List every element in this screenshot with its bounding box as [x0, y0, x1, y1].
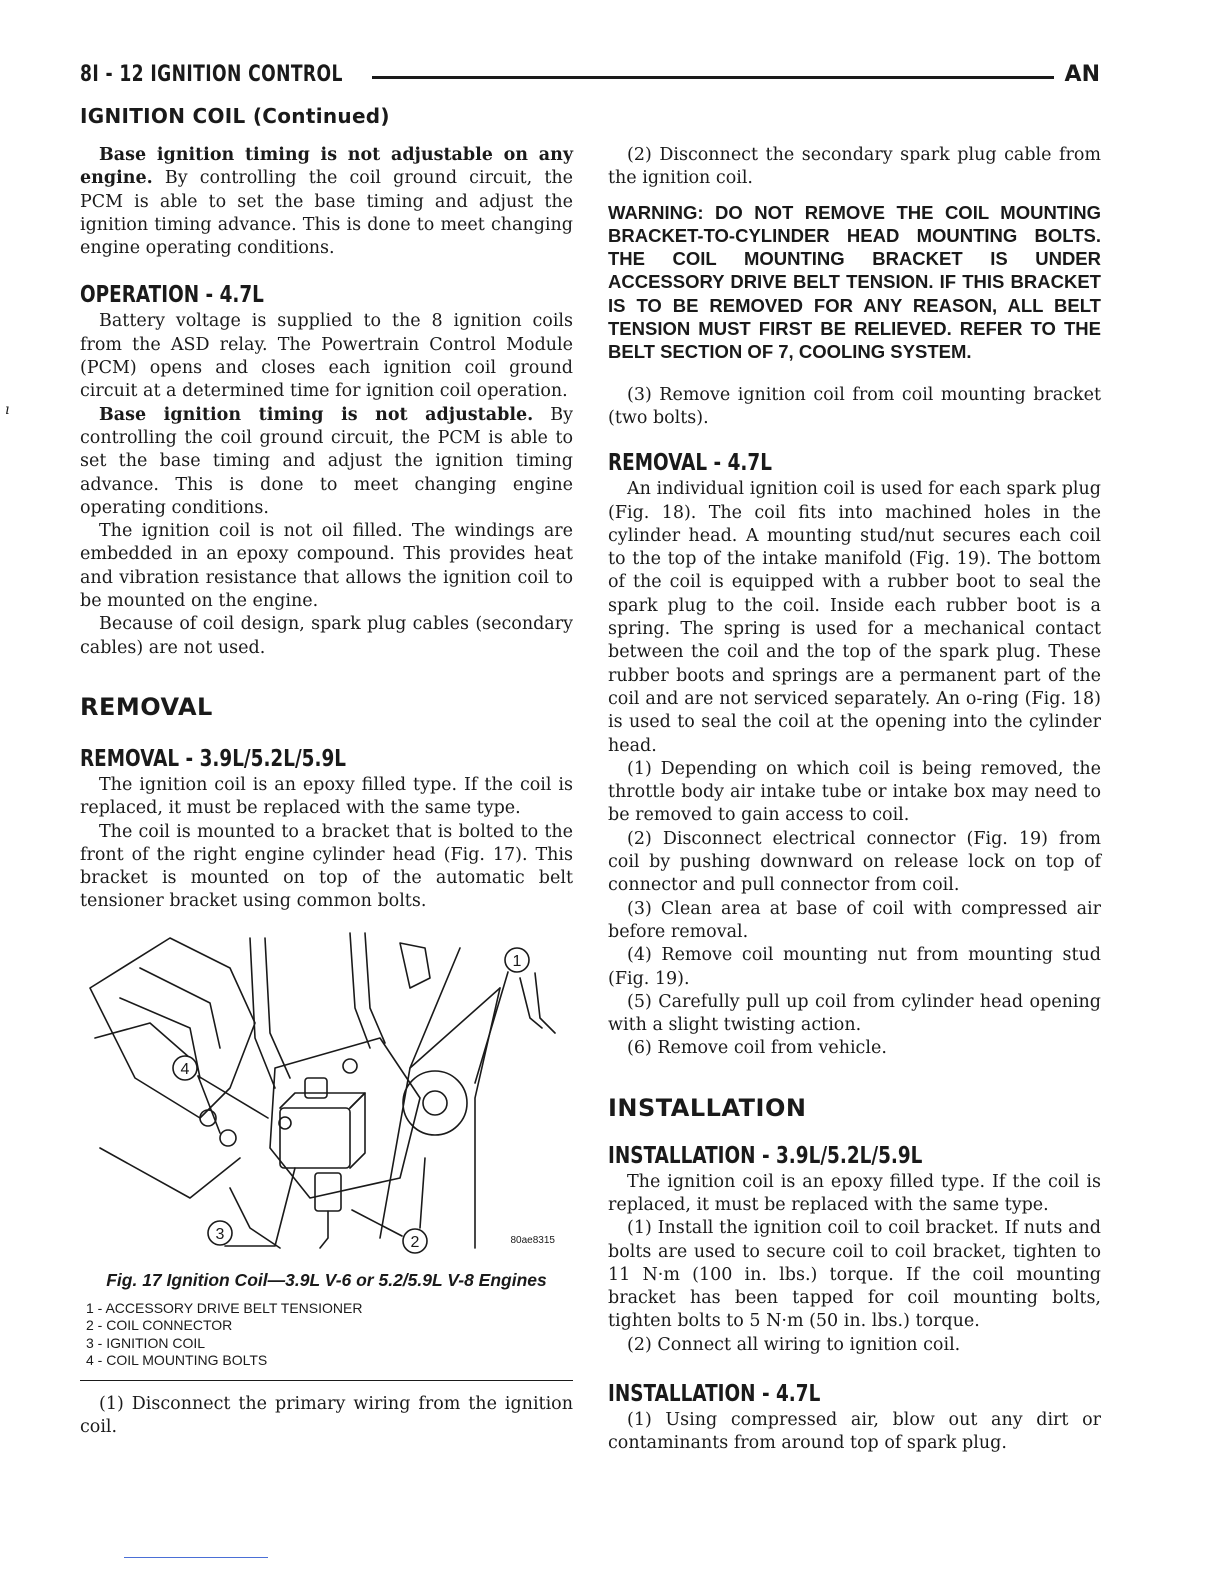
belt-right [475, 988, 500, 1248]
heading-installation: INSTALLATION [608, 1093, 807, 1122]
bolt-4 [343, 1059, 357, 1073]
tensioner-hub [423, 1091, 447, 1115]
heading-installation-47: INSTALLATION - 4.7L [608, 1381, 821, 1408]
installation-step-2: (2) Connect all wiring to ignition coil. [627, 1334, 961, 1355]
timing-paragraph: Base ignition timing is not adjustable on any engine. By controlling the coil ground circuit, the PCM is able to set the base timing and adjust the ignition timing advance. This is done to meet changing engine operating conditions. [80, 145, 573, 259]
removal-step-2: (2) Disconnect the secondary spark plug cable from the ignition coil. [608, 145, 1101, 189]
header-rule [372, 76, 1054, 79]
legend-item: 1 - ACCESSORY DRIVE BELT TENSIONER [86, 1299, 363, 1316]
callout-3: 3 [215, 1225, 225, 1243]
manifold-line [140, 968, 220, 1048]
leader-2 [352, 1210, 402, 1236]
coil-body [280, 1108, 350, 1168]
installation-47-step-1: (1) Using compressed air, blow out any dirt or contaminants from around top of spark plug. [608, 1410, 1101, 1454]
legend-item: 3 - IGNITION COIL [86, 1334, 206, 1351]
removal-47-p1: An individual ignition coil is used for each spark plug (Fig. 18). The coil fits into machined holes in the cylinder head. A mounting stud/nut secures each coil to the top of the intake manifold (Fig. 19). The bottom of the coil is equipped with a rubber boot to seal the spark plug to the coil. Inside each rubber boot is a spring. The spring is used for a mechanical contact between the coil and the top of the spark plug. These rubber boots and springs are a permanent part of the coil and are not serviced separately. An o-ring (Fig. 18) is used to seal the coil at the opening into the cylinder head. [608, 479, 1101, 756]
bolt-2 [220, 1130, 236, 1146]
leader-4b [198, 1076, 220, 1133]
cable-2 [265, 938, 290, 1078]
removal-47-step-2: (2) Disconnect electrical connector (Fig. 19) from coil by pushing downward on release lock on top of connector and pull connector from coil. [608, 828, 1101, 896]
continued-heading: IGNITION COIL (Continued) [80, 104, 390, 128]
legend-item: 4 - COIL MOUNTING BOLTS [86, 1352, 268, 1369]
removal-47-step-1: (1) Depending on which coil is being removed, the throttle body air intake tube or intake box may need to be removed to gain access to coil. [608, 758, 1101, 826]
left-column [80, 144, 573, 1439]
heading-installation-39: INSTALLATION - 3.9L/5.2L/5.9L [608, 1142, 923, 1169]
leader-1 [475, 972, 508, 1083]
ignition-coil-illustration [80, 928, 573, 1263]
heading-removal: REMOVAL [80, 692, 213, 721]
engine-block-outline [90, 938, 255, 1118]
removal-step-3: (3) Remove ignition coil from coil mounting bracket (two bolts). [608, 384, 1101, 428]
coil-tower [305, 1078, 327, 1098]
removal-step-1: (1) Disconnect the primary wiring from the ignition coil. [80, 1393, 573, 1438]
figure-17 [80, 928, 573, 1263]
callout-4: 4 [180, 1060, 190, 1078]
installation-p1: The ignition coil is an epoxy filled type. If the coil is replaced, it must be replaced with the same type. [608, 1171, 1101, 1215]
belt-left [380, 948, 460, 1238]
page-header [80, 62, 1100, 92]
heading-removal-47: REMOVAL - 4.7L [608, 450, 772, 477]
bracket-top [400, 943, 430, 988]
footer-link-line [124, 1557, 268, 1558]
removal-47-step-5: (5) Carefully pull up coil from cylinder head opening with a slight twisting action. [608, 991, 1101, 1036]
callout-2: 2 [410, 1233, 420, 1251]
removal-p2: The coil is mounted to a bracket that is bolted to the front of the right engine cylinder head (Fig. 17). This bracket is mounted on top of the automatic belt tensioner bracket using common bolts. [80, 821, 573, 912]
operation-p1: Battery voltage is supplied to the 8 ignition coils from the ASD relay. The Powertrain Control Module (PCM) opens and closes each ignition coil ground circuit at a determined time for ignition coil operation. [80, 311, 573, 402]
legend-item: 2 - COIL CONNECTOR [86, 1317, 233, 1334]
legend-divider [80, 1380, 573, 1381]
tensioner-arm [420, 1158, 425, 1228]
operation-p4: Because of coil design, spark plug cables (secondary cables) are not used. [80, 614, 573, 658]
callout-1: 1 [512, 952, 522, 970]
cable-1 [250, 938, 275, 1088]
lower-line [230, 1188, 280, 1248]
model-code: AN [1064, 62, 1100, 87]
removal-47-step-6: (6) Remove coil from vehicle. [627, 1038, 887, 1059]
connector-wire [320, 1211, 328, 1248]
pipe-1 [350, 933, 370, 1048]
figure-legend [80, 1300, 573, 1370]
figure-caption: Fig. 17 Ignition Coil—3.9L V-6 or 5.2/5.9L V-8 Engines [106, 1269, 547, 1290]
operation-p2: Base ignition timing is not adjustable. By controlling the coil ground circuit, the PCM is able to set the base timing and adjust the ignition timing advance. This is done to meet changing engine operating conditions. [80, 404, 573, 518]
margin-mark: ı [5, 402, 10, 418]
removal-p1: The ignition coil is an epoxy filled type. If the coil is replaced, it must be replaced with the same type. [80, 774, 573, 819]
section-label: 8I - 12 IGNITION CONTROL [80, 62, 343, 87]
heading-operation-47: OPERATION - 4.7L [80, 282, 264, 309]
installation-step-1: (1) Install the ignition coil to coil bracket. If nuts and bolts are used to secure coil to coil bracket, tighten to 11 N·m (100 in. lbs.) torque. If the coil mounting bracket has been tapped for coil mounting bolts, tighten bolts to 5 N·m (50 in. lbs.) torque. [608, 1218, 1101, 1332]
removal-47-step-4: (4) Remove coil mounting nut from mounting stud (Fig. 19). [608, 945, 1101, 989]
lower-bracket [100, 1148, 240, 1198]
coil-side [350, 1093, 365, 1168]
right-column [608, 144, 1101, 1456]
pipe-2 [365, 933, 385, 1043]
tensioner-pulley [403, 1071, 467, 1135]
figure-code: 80ae8315 [510, 1235, 555, 1247]
operation-p3: The ignition coil is not oil filled. The windings are embedded in an epoxy compound. This provides heat and vibration resistance that allows the ignition coil to be mounted on the engine. [80, 521, 573, 612]
removal-47-step-3: (3) Clean area at base of coil with compressed air before removal. [608, 898, 1101, 942]
belt-top [410, 988, 500, 1068]
warning-box: WARNING: DO NOT REMOVE THE COIL MOUNTING BRACKET-TO-CYLINDER HEAD MOUNTING BOLTS. THE COIL MOUNTING BRACKET IS UNDER ACCESSORY DRIVE BELT TENSION. IF THIS BRACKET IS TO BE REMOVED FOR ANY REASON, ALL BELT TENSION MUST FIRST BE RELIEVED. REFER TO THE BELT SECTION OF 7, COOLING SYSTEM. [608, 201, 1101, 363]
heading-removal-39: REMOVAL - 3.9L/5.2L/5.9L [80, 745, 347, 772]
